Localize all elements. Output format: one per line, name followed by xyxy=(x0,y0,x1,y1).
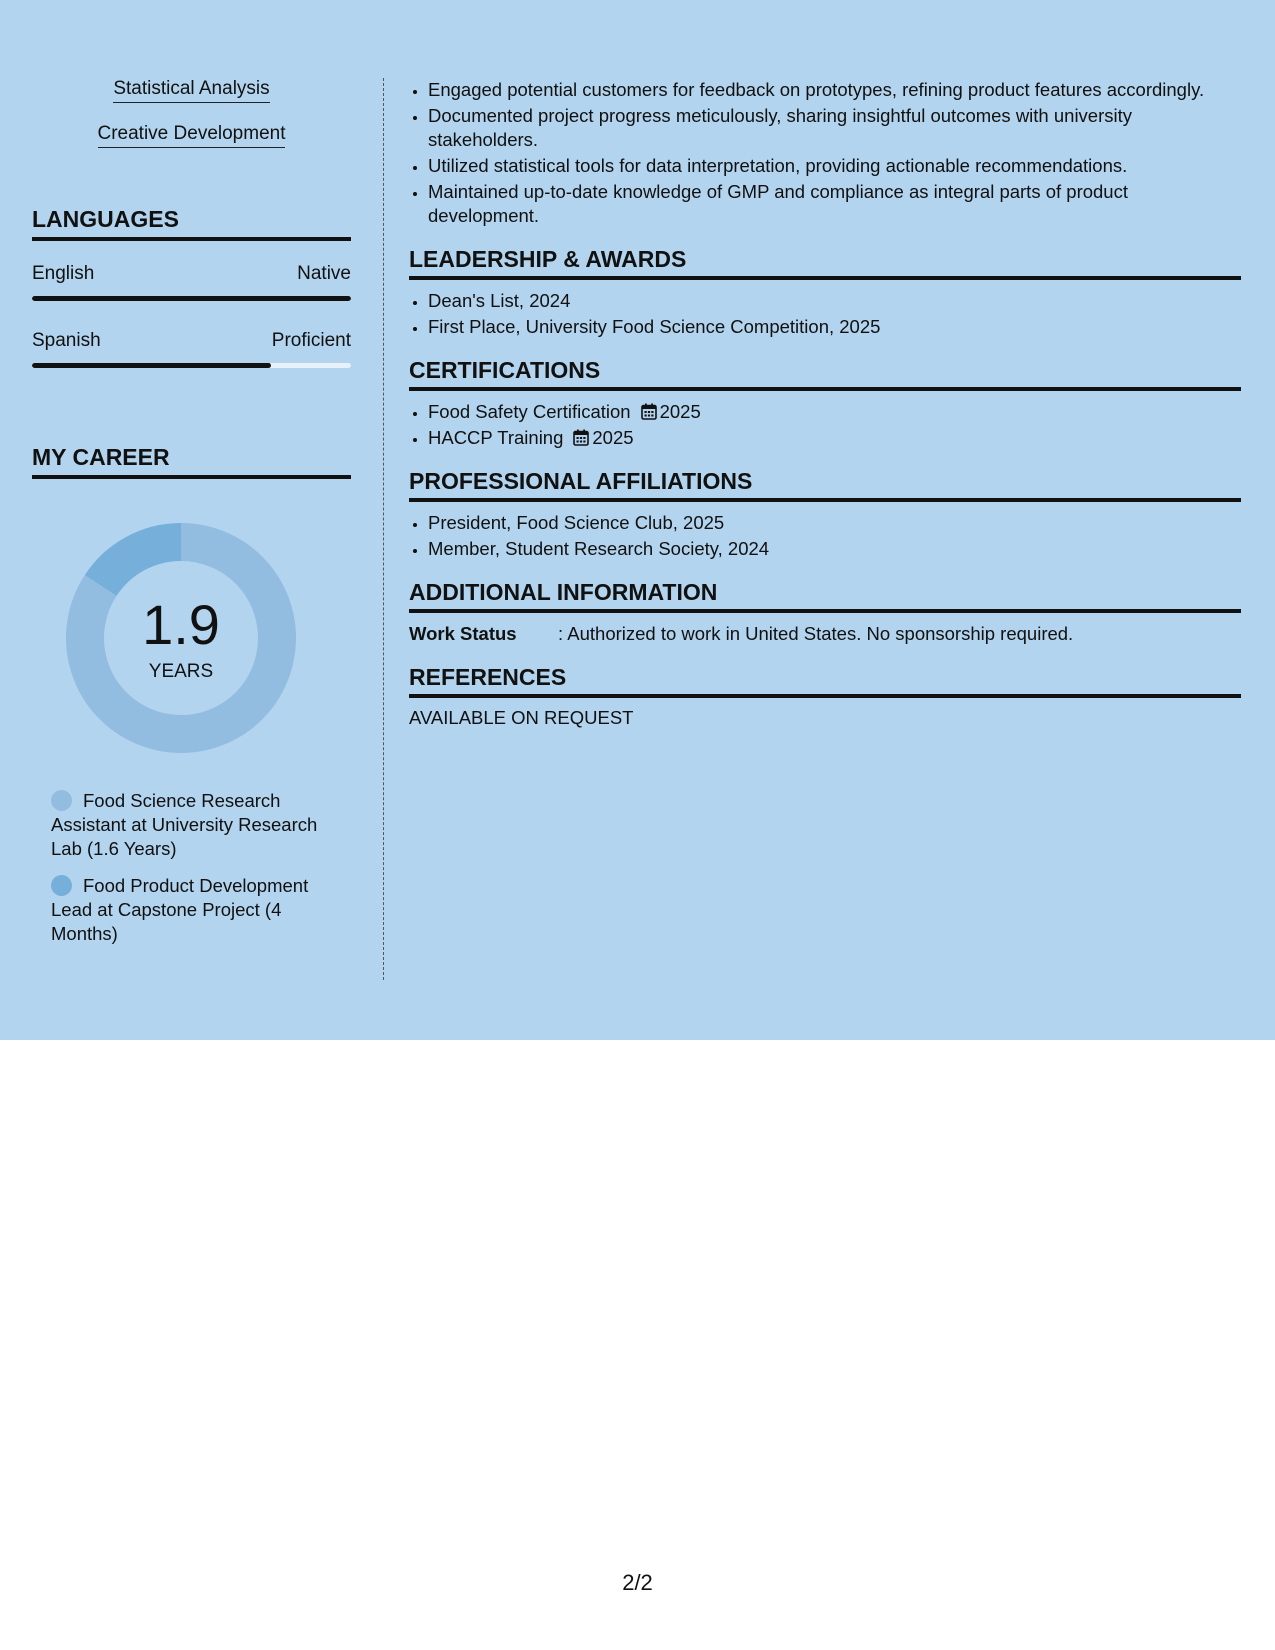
calendar-icon xyxy=(573,429,589,446)
experience-bullet-list xyxy=(409,78,1241,228)
skill-label: Statistical Analysis xyxy=(113,78,269,103)
language-item xyxy=(32,330,351,368)
career-donut-chart xyxy=(66,523,296,753)
references-text: AVAILABLE ON REQUEST xyxy=(409,707,634,728)
language-name: English xyxy=(32,263,95,284)
affiliations-list xyxy=(409,511,1241,561)
certification-name: HACCP Training xyxy=(428,427,564,448)
affiliation-item: • President, Food Science Club, 2025 xyxy=(428,511,1241,535)
certifications-list xyxy=(409,400,1241,450)
work-status-row xyxy=(409,622,1241,646)
column-divider xyxy=(383,78,384,980)
references-heading: REFERENCES xyxy=(409,664,1241,698)
career-total-years: 1.9 xyxy=(142,593,220,656)
work-status-value: : Authorized to work in United States. No sponsorship required. xyxy=(558,623,1074,644)
language-item xyxy=(32,263,351,301)
skill-item xyxy=(32,78,351,123)
experience-bullet: • Engaged potential customers for feedback on prototypes, refining product features accordingly. xyxy=(428,78,1241,102)
career-heading: MY CAREER xyxy=(32,444,351,479)
career-years-unit: YEARS xyxy=(148,661,214,682)
career-donut-segment xyxy=(101,542,181,585)
language-level: Proficient xyxy=(271,330,351,351)
skill-item xyxy=(32,123,351,168)
career-legend-text: Food Science Research Assistant at University Research Lab (1.6 Years) xyxy=(51,790,318,859)
career-legend-item xyxy=(51,874,336,946)
page-number: 2/2 xyxy=(622,1570,653,1595)
calendar-icon xyxy=(641,403,657,420)
additional-info-heading: ADDITIONAL INFORMATION xyxy=(409,579,1241,613)
language-proficiency-bar xyxy=(32,363,351,368)
affiliation-item: • Member, Student Research Society, 2024 xyxy=(428,537,1241,561)
certification-year: 2025 xyxy=(592,427,634,448)
career-legend xyxy=(51,789,336,946)
certification-item xyxy=(428,426,1241,450)
affiliations-heading: PROFESSIONAL AFFILIATIONS xyxy=(409,468,1241,502)
language-name: Spanish xyxy=(32,330,101,351)
leadership-list xyxy=(409,289,1241,339)
language-proficiency-fill xyxy=(32,296,351,301)
legend-dot-icon xyxy=(51,875,72,896)
language-proficiency-bar xyxy=(32,296,351,301)
career-legend-text: Food Product Development Lead at Capstone Project (4 Months) xyxy=(51,875,309,944)
main-content xyxy=(409,78,1241,729)
leadership-item: • Dean's List, 2024 xyxy=(428,289,1241,313)
certification-year: 2025 xyxy=(659,401,701,422)
experience-bullet: • Documented project progress meticulously, sharing insightful outcomes with university stakeholders. xyxy=(428,104,1241,152)
experience-bullet: • Utilized statistical tools for data interpretation, providing actionable recommendations. xyxy=(428,154,1241,178)
leadership-heading: LEADERSHIP & AWARDS xyxy=(409,246,1241,280)
language-proficiency-fill xyxy=(32,363,271,368)
certification-item xyxy=(428,400,1241,424)
career-legend-item xyxy=(51,789,336,861)
legend-dot-icon xyxy=(51,790,72,811)
language-level: Native xyxy=(297,263,351,284)
certification-name: Food Safety Certification xyxy=(428,401,631,422)
languages-heading: LANGUAGES xyxy=(32,206,351,241)
sidebar xyxy=(32,78,351,959)
experience-bullet: • Maintained up-to-date knowledge of GMP and compliance as integral parts of product development. xyxy=(428,180,1241,228)
work-status-label: Work Status xyxy=(409,623,517,644)
skill-label: Creative Development xyxy=(98,123,286,148)
certifications-heading: CERTIFICATIONS xyxy=(409,357,1241,391)
leadership-item: • First Place, University Food Science Competition, 2025 xyxy=(428,315,1241,339)
